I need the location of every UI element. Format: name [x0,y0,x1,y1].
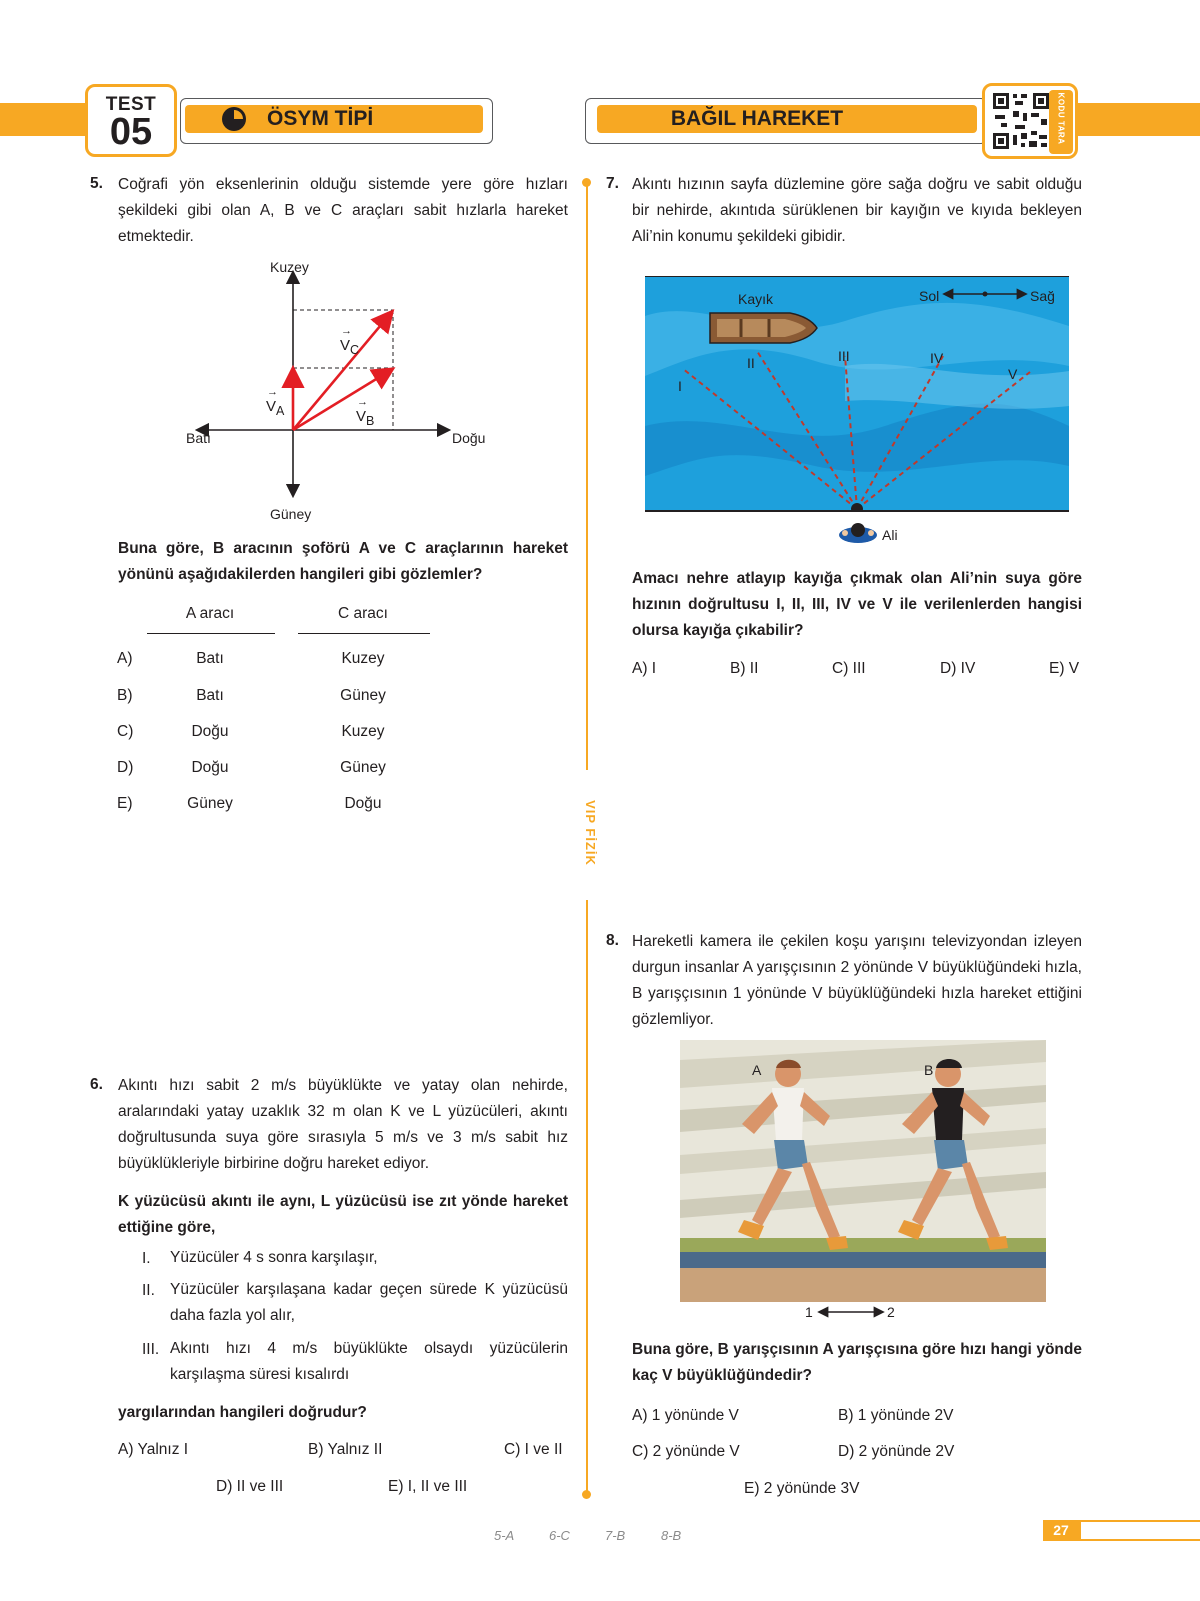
vb-sub: B [366,414,375,428]
q5-option-a: Güney [187,795,233,812]
q5-text: Coğrafi yön eksenlerinin olduğu sistemde yere göre hızları şekildeki gibi olan A, B ve C araçları sabit hızlarla hareket etmektedir. [118,176,568,245]
q5-option-letter[interactable]: D) [117,759,134,776]
q5-col-a-rule [147,633,275,634]
q6-item-text: Akıntı hızı 4 m/s büyüklükte olsaydı yüzücülerin karşılaşma süresi kısalırdı [170,1340,568,1383]
label-va [266,386,285,418]
q5-option-letter[interactable]: B) [117,687,133,704]
boat-deck [717,319,806,337]
label-runner-b: B [924,1062,934,1078]
vc-letter: → V [340,325,352,354]
column-divider-top [586,185,588,770]
vector-b [293,370,391,430]
vb-letter: → V [356,396,368,425]
label-line-ii: II [747,355,755,371]
q6-bold-text: K yüzücüsü akıntı ile aynı, L yüzücüsü ise zıt yönde hareket ettiğine göre, [118,1193,568,1236]
divider-dot-bottom [582,1490,591,1499]
right-title: BAĞIL HAREKET [670,107,844,130]
side-label-text: VIP FİZİK [583,800,598,866]
q8-question: Buna göre, B yarışçısının A yarışçısına göre hızı hangi yönde kaç V büyüklüğündedir? [632,1341,1082,1384]
q6-item-text: Yüzücüler 4 s sonra karşılaşır, [170,1249,378,1266]
side-label [576,783,598,883]
label-dir-2: 2 [887,1304,895,1320]
q8-number: 8. [606,932,619,949]
q7-option[interactable]: B) II [730,660,759,677]
q6-number: 6. [90,1076,103,1093]
q5-col-c-rule [298,633,430,634]
answer-key: 6-C [549,1528,570,1543]
q6-item-num: II. [142,1282,155,1299]
q7-question: Amacı nehre atlayıp kayığa çıkmak olan Ali’nin suya göre hızının doğrultusu I, II, III, IV ve V ile verilenlerden hangisi olursa kayığa çıkabilir? [632,570,1082,639]
left-title: ÖSYM TİPİ [267,107,374,130]
qr-label: KODU TARA [1056,92,1066,145]
track-surface [680,1268,1046,1302]
answer-key: 5-A [494,1528,515,1543]
label-line-iv: IV [930,350,944,366]
test-number: 05 [109,111,153,153]
q5-question: Buna göre, B aracının şoförü A ve C araçlarının hareket yönünü aşağıdakilerden hangileri gibi gözlemler? [118,540,568,583]
q5-option-letter[interactable]: C) [117,723,134,740]
q6-option[interactable]: B) Yalnız II [308,1441,383,1458]
label-east: Doğu [452,430,486,446]
q7-river-figure [645,276,1069,512]
q5-option-c: Doğu [344,795,382,812]
answer-key: 8-B [661,1528,682,1543]
q8-option[interactable]: D) 2 yönünde 2V [838,1443,955,1460]
page-number-bar [1079,1520,1200,1541]
vc-sub: C [350,343,360,357]
q8-option[interactable]: C) 2 yönünde V [632,1443,740,1460]
q5-option-c: Kuzey [341,650,385,667]
q5-option-a: Batı [196,650,224,667]
q7-option[interactable]: D) IV [940,660,976,677]
label-line-iii: III [838,348,850,364]
answer-key: 7-B [605,1528,626,1543]
label-south: Güney [270,506,312,522]
q6-item-num: I. [142,1250,151,1267]
label-left: Sol [919,288,940,304]
label-ali: Ali [882,527,898,543]
header-stripe-left [0,103,88,136]
q6-question: yargılarından hangileri doğrudur? [118,1404,367,1421]
label-north: Kuzey [270,259,309,275]
q5-option-c: Kuzey [341,723,385,740]
q5-option-letter[interactable]: A) [117,650,133,667]
q8-option[interactable]: B) 1 yönünde 2V [838,1407,954,1424]
label-west: Batı [186,430,211,446]
q5-option-c: Güney [340,687,386,704]
q5-vector-figure [180,255,510,525]
q5-col-a-header: A aracı [185,605,235,622]
label-right: Sağ [1030,288,1055,304]
q8-text: Hareketli kamera ile çekilen koşu yarışını televizyondan izleyen durgun insanlar A yarışçısının 2 yönünde V büyüklüğündeki hızla, B yarışçısının 1 yönünde V büyüklüğündeki hızla hareket ettiğini gözlemliyor. [632,933,1082,1028]
q8-runners-figure [680,1040,1046,1302]
q7-option[interactable]: C) III [832,660,866,677]
direction-arrow-12 [816,1305,886,1319]
q5-col-c-header: C aracı [338,605,388,622]
q7-option[interactable]: E) V [1049,660,1080,677]
test-label: TEST [105,94,157,115]
q8-option[interactable]: A) 1 yönünde V [632,1407,739,1424]
label-runner-a: A [752,1062,762,1078]
label-line-i: I [678,378,682,394]
q6-option[interactable]: A) Yalnız I [118,1441,189,1458]
divider-dot-top [582,178,591,187]
test-badge [85,84,177,157]
q5-number: 5. [90,175,103,192]
label-vc [340,325,360,357]
label-boat: Kayık [738,291,774,307]
q6-option[interactable]: C) I ve II [504,1441,563,1458]
label-dir-1: 1 [805,1304,813,1320]
page-number: 27 [1043,1520,1079,1541]
q6-option[interactable]: E) I, II ve III [388,1478,468,1495]
q5-option-a: Doğu [191,759,229,776]
q6-text: Akıntı hızı sabit 2 m/s büyüklükte ve yatay olan nehirde, aralarındaki yatay uzaklık 32 m olan K ve L yüzücüleri, akıntı doğrultusunda suya göre sırasıyla 5 m/s ve 3 m/s sabit hız büyüklükleriyle birbirine doğru hareket ediyor. [118,1077,568,1172]
va-letter: → V [266,386,278,415]
label-vb [356,396,375,428]
qr-label-strip [1049,90,1073,154]
q7-number: 7. [606,175,619,192]
qr-code-icon [991,91,1051,151]
left-title-bar [185,105,483,133]
track-lane [680,1252,1046,1268]
q8-option[interactable]: E) 2 yönünde 3V [744,1480,860,1497]
right-title-bar [597,105,977,133]
q5-option-a: Batı [196,687,224,704]
q6-item-num: III. [142,1341,160,1358]
q7-option[interactable]: A) I [632,660,657,677]
ali-person-icon [837,520,879,544]
q5-option-letter[interactable]: E) [117,795,133,812]
q7-text: Akıntı hızının sayfa düzlemine göre sağa doğru ve sabit olduğu bir nehirde, akıntıda sürüklenen bir kayığın ve kıyıda bekleyen Ali’nin konumu şekildeki gibidir. [632,176,1082,245]
label-line-v: V [1008,366,1018,382]
q6-item-text: Yüzücüler karşılaşana kadar geçen sürede K yüzücüsü daha fazla yol alır, [170,1281,568,1324]
q5-option-c: Güney [340,759,386,776]
q5-option-a: Doğu [191,723,229,740]
va-sub: A [276,404,285,418]
qr-badge[interactable] [982,83,1078,159]
q6-option[interactable]: D) II ve III [216,1478,284,1495]
column-divider-bottom [586,900,588,1495]
pie-chart-icon [219,104,249,134]
